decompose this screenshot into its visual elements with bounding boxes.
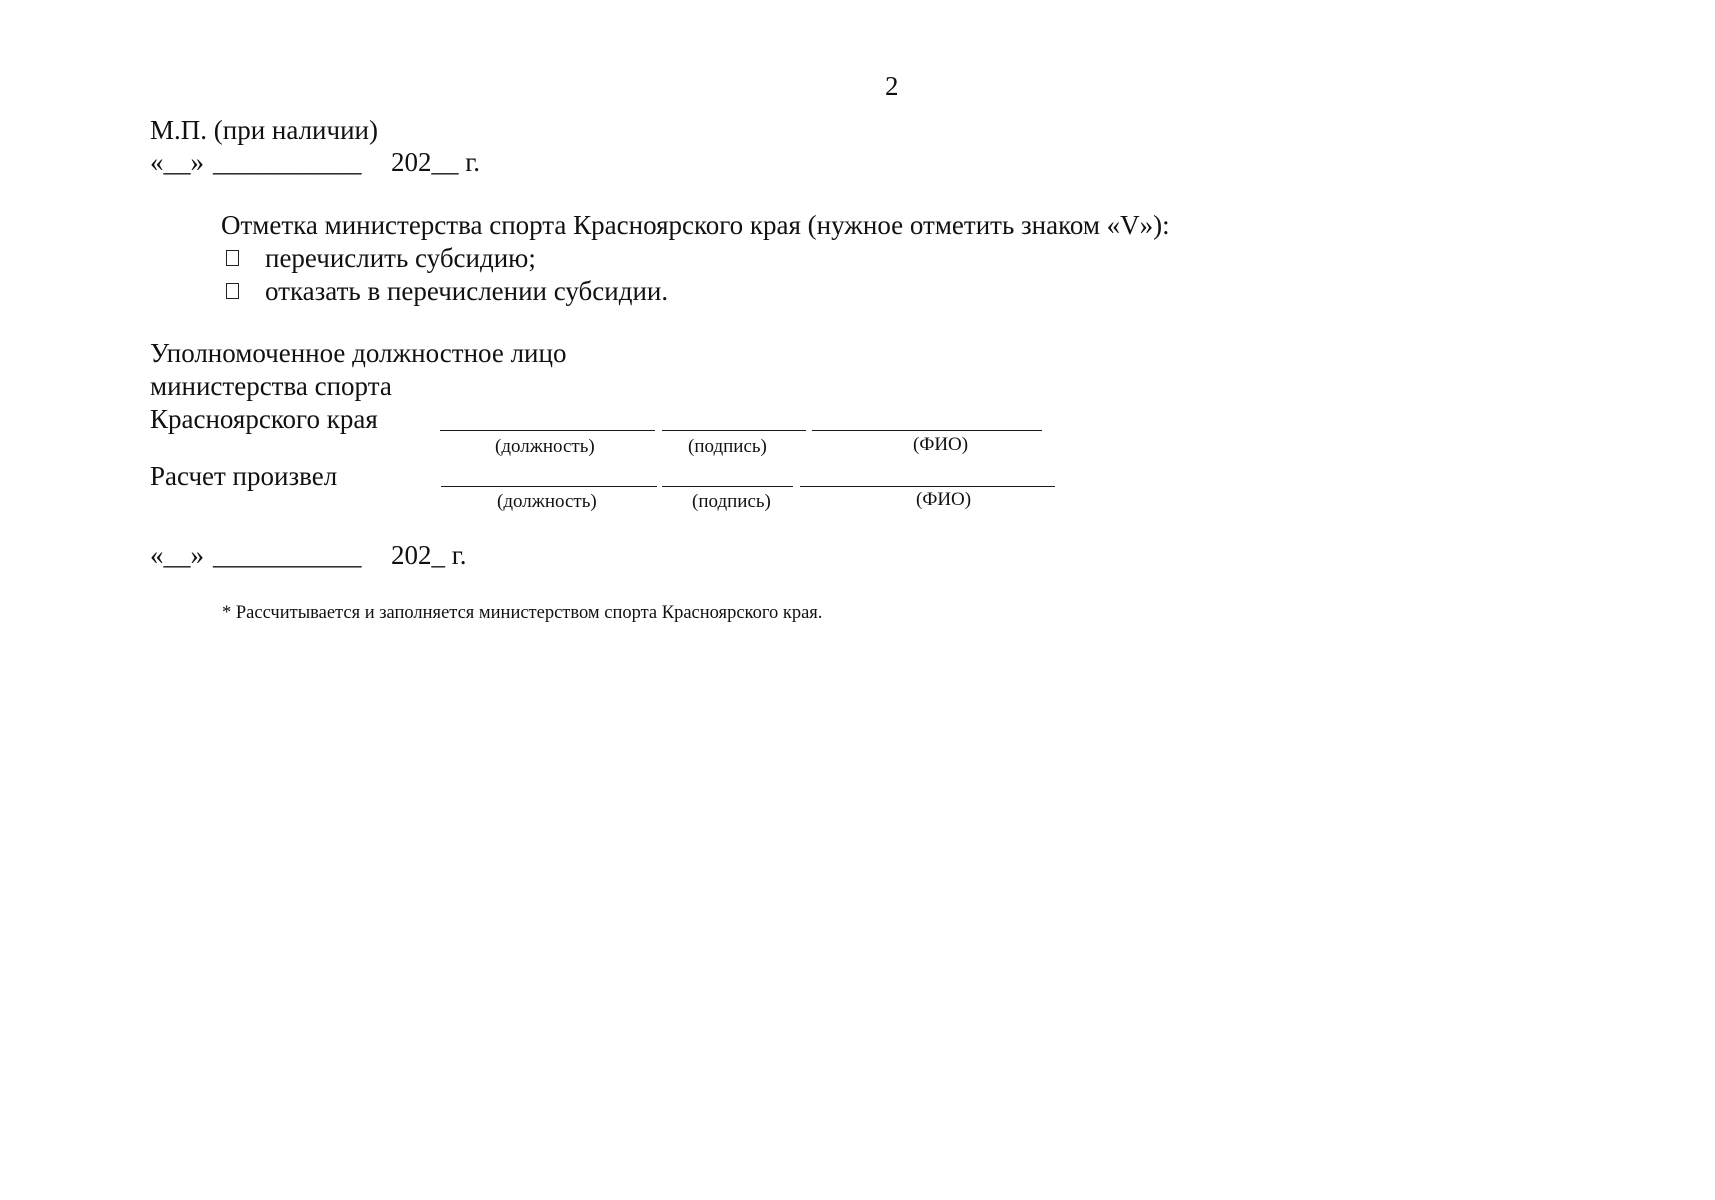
bottom-date-year: 202_ г. [391, 540, 467, 570]
seal-date-blank: ___________ [213, 147, 362, 177]
official-name-line[interactable] [812, 430, 1042, 431]
bottom-date-open: «__» [150, 540, 204, 570]
official-label-line: Уполномоченное должностное лицо [150, 338, 567, 368]
calculated-name-caption: (ФИО) [916, 489, 972, 510]
official-position-line[interactable] [440, 430, 655, 431]
mark-heading: Отметка министерства спорта Красноярского края (нужное отметить знаком «V»): [221, 210, 1170, 240]
official-signature-caption: (подпись) [688, 436, 767, 457]
mark-option-label: перечислить субсидию; [265, 243, 536, 273]
bottom-date-blank: ___________ [213, 540, 362, 570]
seal-label: М.П. (при наличии) [150, 115, 378, 145]
mark-option-label: отказать в перечислении субсидии. [265, 276, 669, 306]
page-number: 2 [885, 71, 899, 101]
calculated-signature-caption: (подпись) [692, 491, 771, 512]
checkbox-icon[interactable] [226, 250, 239, 266]
calculated-name-line[interactable] [800, 486, 1055, 487]
official-name-caption: (ФИО) [913, 434, 969, 455]
calculated-by-label: Расчет произвел [150, 461, 338, 491]
calculated-position-caption: (должность) [497, 491, 597, 512]
official-label-line: министерства спорта [150, 371, 392, 401]
footnote: * Рассчитывается и заполняется министерством спорта Красноярского края. [222, 603, 823, 623]
checkbox-icon[interactable] [226, 283, 239, 299]
official-signature-line[interactable] [662, 430, 806, 431]
official-position-caption: (должность) [495, 436, 595, 457]
official-label-line: Красноярского края [150, 404, 378, 434]
seal-date-year: 202__ г. [391, 147, 481, 177]
calculated-position-line[interactable] [441, 486, 657, 487]
calculated-signature-line[interactable] [662, 486, 793, 487]
seal-date-open: «__» [150, 147, 204, 177]
